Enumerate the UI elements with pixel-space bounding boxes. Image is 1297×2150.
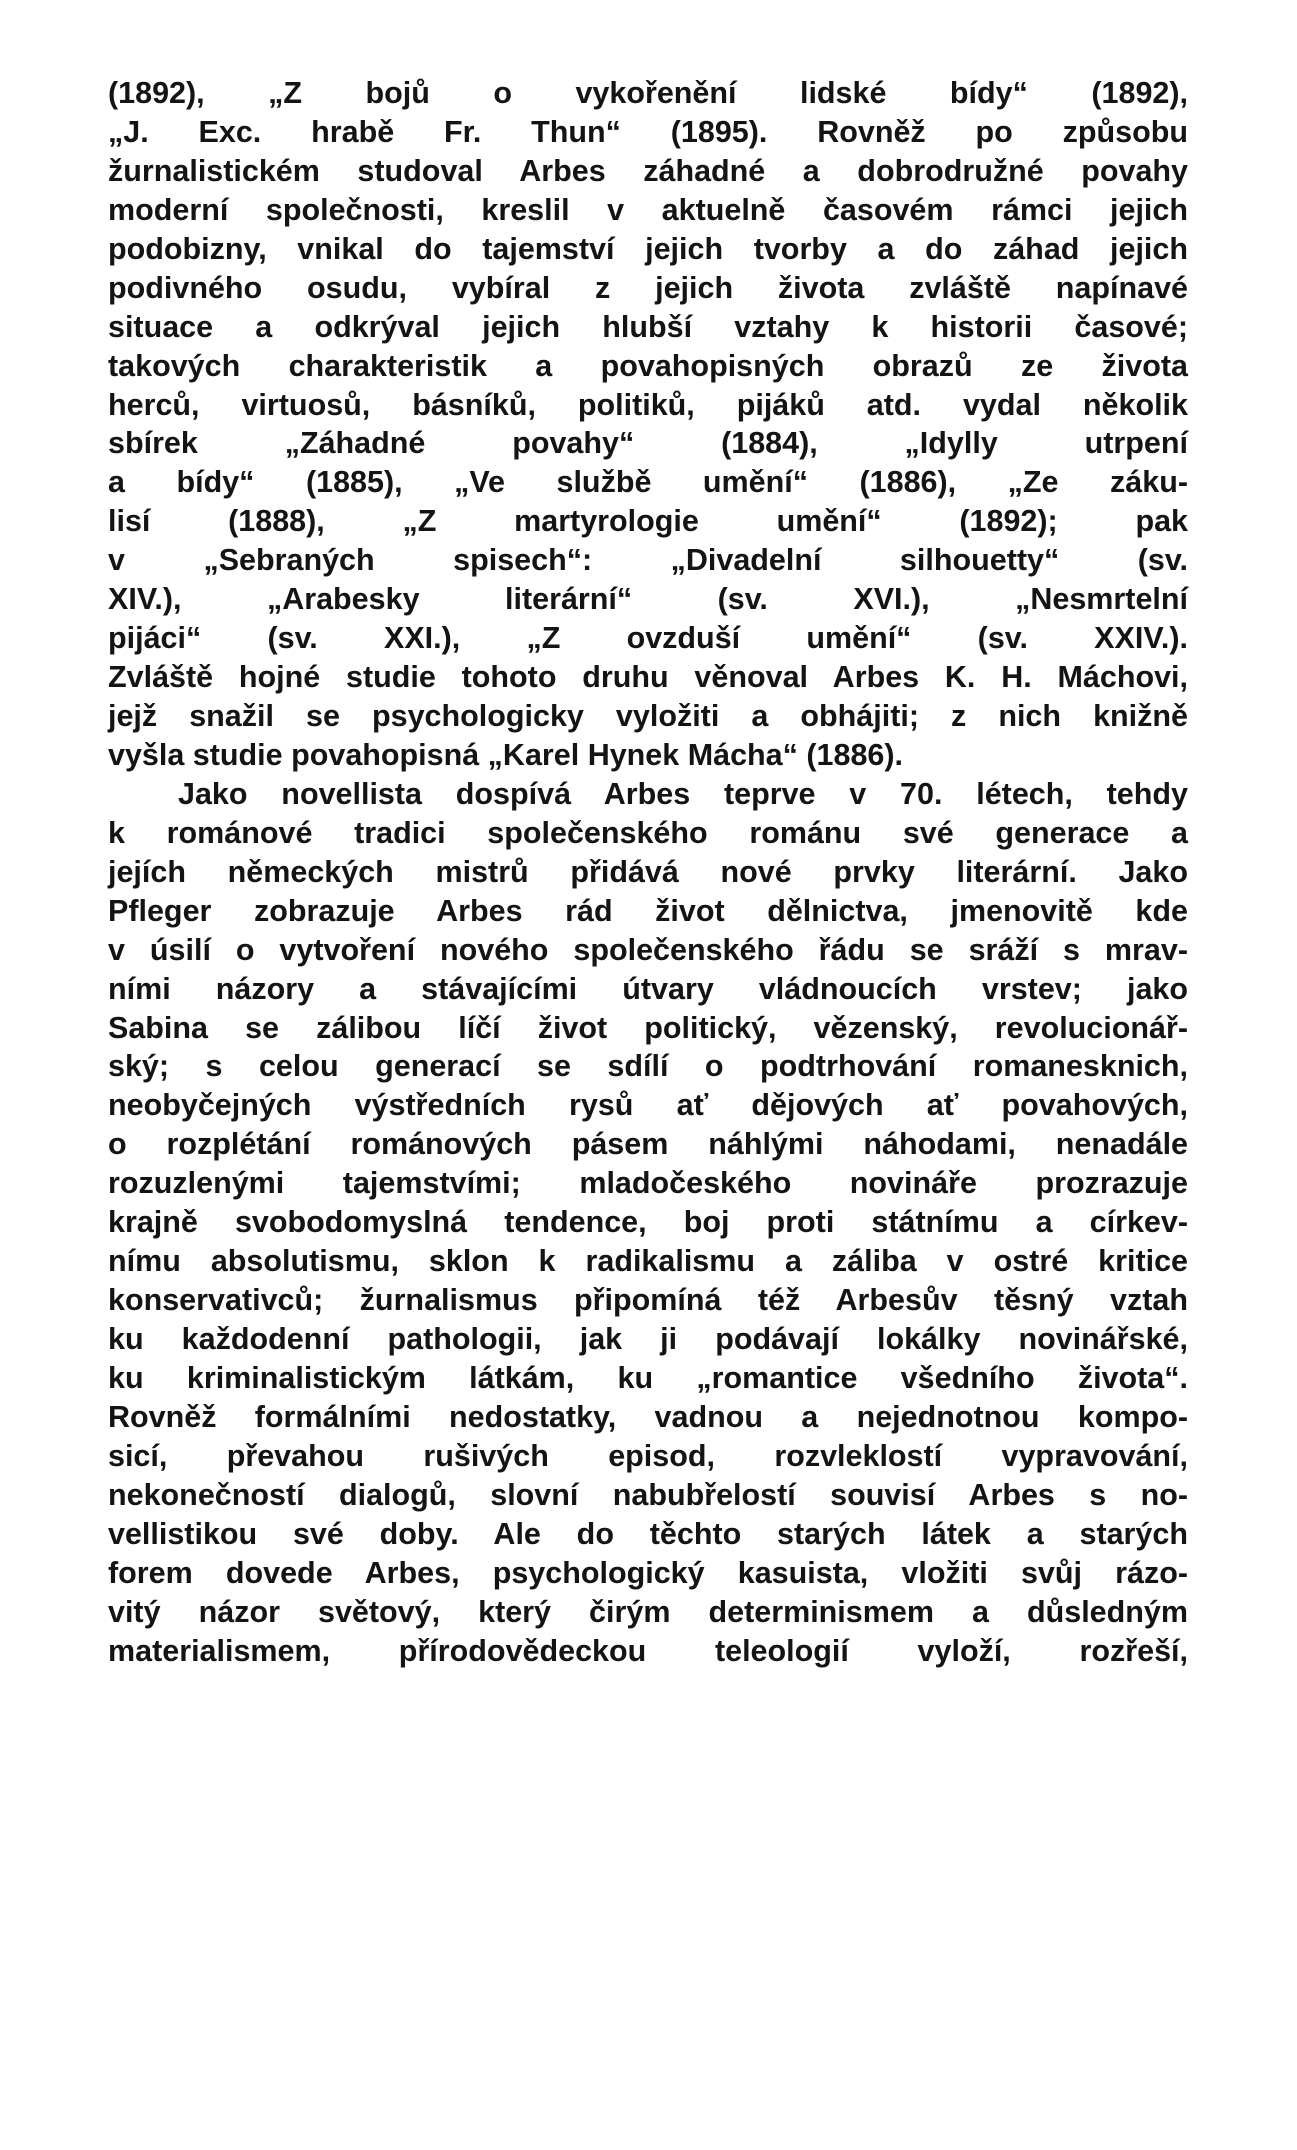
text-line-10: sbírek „Záhadné povahy“ (1884), „Idylly utrpení <box>108 426 1188 461</box>
text-line-28: o rozplétání románových pásem náhlými náhodami, nenadále <box>108 1127 1188 1162</box>
text-line-30: krajně svobodomyslná tendence, boj proti státnímu a církev- <box>108 1205 1188 1240</box>
text-line-26: ský; s celou generací se sdílí o podtrhování romanesknich, <box>108 1049 1188 1084</box>
page-text <box>108 74 1188 1670</box>
text-line-1: (1892), „Z bojů o vykořenění lidské bídy“ (1892), <box>108 76 1188 110</box>
text-line-36: sicí, převahou rušivých episod, rozvleklostí vypravování, <box>108 1438 1188 1473</box>
text-line-40: vitý názor světový, který čirým determinismem a důsledným <box>108 1594 1188 1629</box>
text-line-13: v „Sebraných spisech“: „Divadelní silhouetty“ (sv. <box>108 543 1188 578</box>
text-line-2: „J. Exc. hrabě Fr. Thun“ (1895). Rovněž po způsobu <box>108 114 1188 149</box>
text-line-31: nímu absolutismu, sklon k radikalismu a záliba v ostré kritice <box>108 1244 1188 1279</box>
text-line-27: neobyčejných výstředních rysů ať dějových ať povahových, <box>108 1088 1188 1123</box>
text-line-16: Zvláště hojné studie tohoto druhu věnoval Arbes K. H. Máchovi, <box>108 660 1188 695</box>
text-line-7: situace a odkrýval jejich hlubší vztahy k historii časové; <box>108 309 1188 344</box>
text-line-18: vyšla studie povahopisná „Karel Hynek Mácha“ (1886). <box>108 737 903 772</box>
text-line-32: konservativců; žurnalismus připomíná též Arbesův těsný vztah <box>108 1283 1188 1318</box>
text-line-38: vellistikou své doby. Ale do těchto starých látek a starých <box>108 1516 1188 1551</box>
text-line-37: nekonečností dialogů, slovní nabubřelostí souvisí Arbes s no- <box>108 1477 1188 1512</box>
text-line-5: podobizny, vnikal do tajemství jejich tvorby a do záhad jejich <box>108 231 1188 266</box>
text-line-4: moderní společnosti, kreslil v aktuelně časovém rámci jejich <box>108 192 1188 227</box>
text-line-15: pijáci“ (sv. XXI.), „Z ovzduší umění“ (sv. XXIV.). <box>108 621 1188 656</box>
text-line-34: ku kriminalistickým látkám, ku „romantice všedního života“. <box>108 1360 1188 1395</box>
text-line-14: XIV.), „Arabesky literární“ (sv. XVI.), „Nesmrtelní <box>108 582 1188 617</box>
text-line-6: podivného osudu, vybíral z jejich života zvláště napínavé <box>108 270 1188 305</box>
text-line-3: žurnalistickém studoval Arbes záhadné a dobrodružné povahy <box>108 153 1188 188</box>
text-line-29: rozuzlenými tajemstvími; mladočeského novináře prozrazuje <box>108 1166 1188 1201</box>
text-line-23: v úsilí o vytvoření nového společenského řádu se sráží s mrav- <box>108 932 1188 967</box>
text-line-8: takových charakteristik a povahopisných obrazů ze života <box>108 348 1188 383</box>
text-line-19: Jako novellista dospívá Arbes teprve v 70. létech, tehdy <box>178 776 1188 811</box>
text-line-12: lisí (1888), „Z martyrologie umění“ (1892); pak <box>108 504 1188 539</box>
text-line-17: jejž snažil se psychologicky vyložiti a obhájiti; z nich knižně <box>108 699 1188 733</box>
text-line-21: jejích německých mistrů přidává nové prvky literární. Jako <box>108 854 1188 889</box>
text-line-9: herců, virtuosů, básníků, politiků, pijáků atd. vydal několik <box>108 387 1188 422</box>
text-line-20: k románové tradici společenského románu své generace a <box>108 815 1188 850</box>
text-line-11: a bídy“ (1885), „Ve službě umění“ (1886), „Ze záku- <box>108 465 1188 500</box>
text-line-22: Pfleger zobrazuje Arbes rád život dělnictva, jmenovitě kde <box>108 893 1188 928</box>
text-line-33: ku každodenní pathologii, jak ji podávají lokálky novinářské, <box>108 1322 1188 1356</box>
text-line-39: forem dovede Arbes, psychologický kasuista, vložiti svůj rázo- <box>108 1555 1188 1590</box>
text-line-35: Rovněž formálními nedostatky, vadnou a nejednotnou kompo- <box>108 1399 1188 1434</box>
text-line-24: ními názory a stávajícími útvary vládnoucích vrstev; jako <box>108 971 1188 1006</box>
text-line-25: Sabina se zálibou líčí život politický, vězenský, revolucionář- <box>108 1010 1188 1045</box>
text-line-41: materialismem, přírodovědeckou teleologií vyloží, rozřeší, <box>108 1633 1188 1668</box>
